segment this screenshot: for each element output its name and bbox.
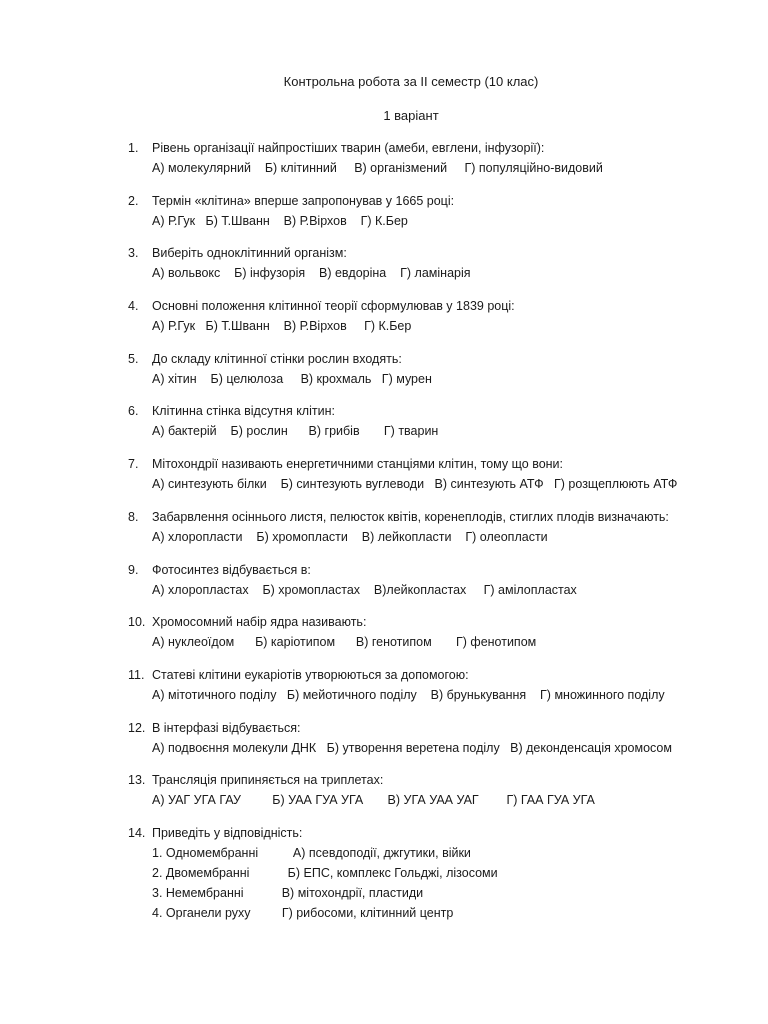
- question-text: Трансляція припиняється на триплетах:: [152, 773, 384, 788]
- question-number: 3.: [128, 246, 139, 261]
- question-text: Основні положення клітинної теорії сформулював у 1839 році:: [152, 299, 515, 314]
- question-2: [128, 192, 748, 245]
- question-8: [128, 508, 748, 561]
- matching-row: 1. Одномембранні А) псевдоподії, джгутики, війки: [152, 845, 471, 860]
- page-title: Контрольна робота за ІІ семестр (10 клас): [283, 74, 539, 89]
- question-number: 13.: [128, 773, 146, 788]
- question-options: А) молекулярний Б) клітинний В) організмений Г) популяційно-видовий: [152, 161, 603, 175]
- question-options: А) мітотичного поділу Б) мейотичного поділу В) брунькування Г) множинного поділу: [152, 687, 665, 702]
- question-text: Хромосомний набір ядра називають:: [152, 615, 367, 630]
- question-number: 8.: [128, 509, 139, 524]
- question-4: [128, 297, 748, 350]
- question-options: А) хлоропласти Б) хромопласти В) лейкопласти Г) олеопласти: [152, 529, 548, 544]
- question-options: А) вольвокс Б) інфузорія В) евдоріна Г) ламінарія: [152, 266, 471, 281]
- question-options: А) нуклеоїдом Б) каріотипом В) генотипом Г) фенотипом: [152, 635, 537, 650]
- question-10: [128, 613, 748, 666]
- question-7: [128, 455, 748, 508]
- question-text: До складу клітинної стінки рослин входять:: [152, 351, 402, 366]
- question-3: [128, 244, 748, 297]
- question-12: [128, 719, 748, 772]
- question-9: [128, 561, 748, 614]
- matching-row: 4. Органели руху Г) рибосоми, клітинний центр: [152, 905, 454, 920]
- question-13: [128, 771, 748, 824]
- question-options: А) синтезують білки Б) синтезують вуглеводи В) синтезують АТФ Г) розщеплюють АТФ: [152, 477, 678, 492]
- question-text: Термін «клітина» вперше запропонував у 1665 році:: [152, 193, 455, 208]
- matching-row: 3. Немембранні В) мітохондрії, пластиди: [152, 885, 424, 900]
- question-number: 10.: [128, 615, 146, 630]
- question-number: 7.: [128, 457, 139, 472]
- question-5: [128, 350, 748, 403]
- question-number: 12.: [128, 720, 146, 735]
- question-text: В інтерфазі відбувається:: [152, 720, 301, 735]
- question-text: Мітохондрії називають енергетичними станціями клітин, тому що вони:: [152, 457, 563, 472]
- question-options: А) хлоропластах Б) хромопластах В)лейкопластах Г) амілопластах: [152, 582, 577, 597]
- question-text: Забарвлення осіннього листя, пелюсток квітів, коренеплодів, стиглих плодів визначають:: [152, 509, 669, 524]
- question-text: Рівень організації найпростіших тварин (амеби, евглени, інфузорії):: [152, 141, 545, 155]
- question-number: 4.: [128, 299, 139, 314]
- question-text: Фотосинтез відбувається в:: [152, 562, 311, 577]
- matching-row: 2. Двомембранні Б) ЕПС, комплекс Гольджі, лізосоми: [152, 865, 498, 880]
- question-number: 11.: [128, 667, 145, 682]
- question-options: А) Р.Гук Б) Т.Шванн В) Р.Вірхов Г) К.Бер: [152, 213, 408, 228]
- question-11: [128, 666, 748, 719]
- question-number: 5.: [128, 351, 139, 366]
- question-14-matching: [128, 824, 748, 920]
- question-number: 14.: [128, 825, 146, 840]
- question-6: [128, 402, 748, 455]
- question-options: А) Р.Гук Б) Т.Шванн В) Р.Вірхов Г) К.Бер: [152, 319, 412, 334]
- variant-label: 1 варіант: [383, 108, 439, 123]
- question-number: 2.: [128, 193, 139, 208]
- question-text: Приведіть у відповідність:: [152, 825, 303, 840]
- question-number: 6.: [128, 404, 139, 419]
- question-text: Виберіть одноклітинний організм:: [152, 246, 347, 261]
- question-options: А) хітин Б) целюлоза В) крохмаль Г) мурен: [152, 371, 432, 386]
- question-number: 1.: [128, 141, 139, 155]
- question-options: А) УАГ УГА ГАУ Б) УАА ГУА УГА В) УГА УАА УАГ Г) ГАА ГУА УГА: [152, 793, 595, 808]
- question-options: А) подвоєння молекули ДНК Б) утворення веретена поділу В) деконденсація хромосом: [152, 740, 672, 755]
- question-number: 9.: [128, 562, 139, 577]
- question-options: А) бактерій Б) рослин В) грибів Г) тварин: [152, 424, 439, 439]
- question-list: [128, 139, 748, 920]
- question-1: [128, 139, 748, 192]
- question-text: Клітинна стінка відсутня клітин:: [152, 404, 335, 419]
- question-text: Статеві клітини еукаріотів утворюються за допомогою:: [152, 667, 469, 682]
